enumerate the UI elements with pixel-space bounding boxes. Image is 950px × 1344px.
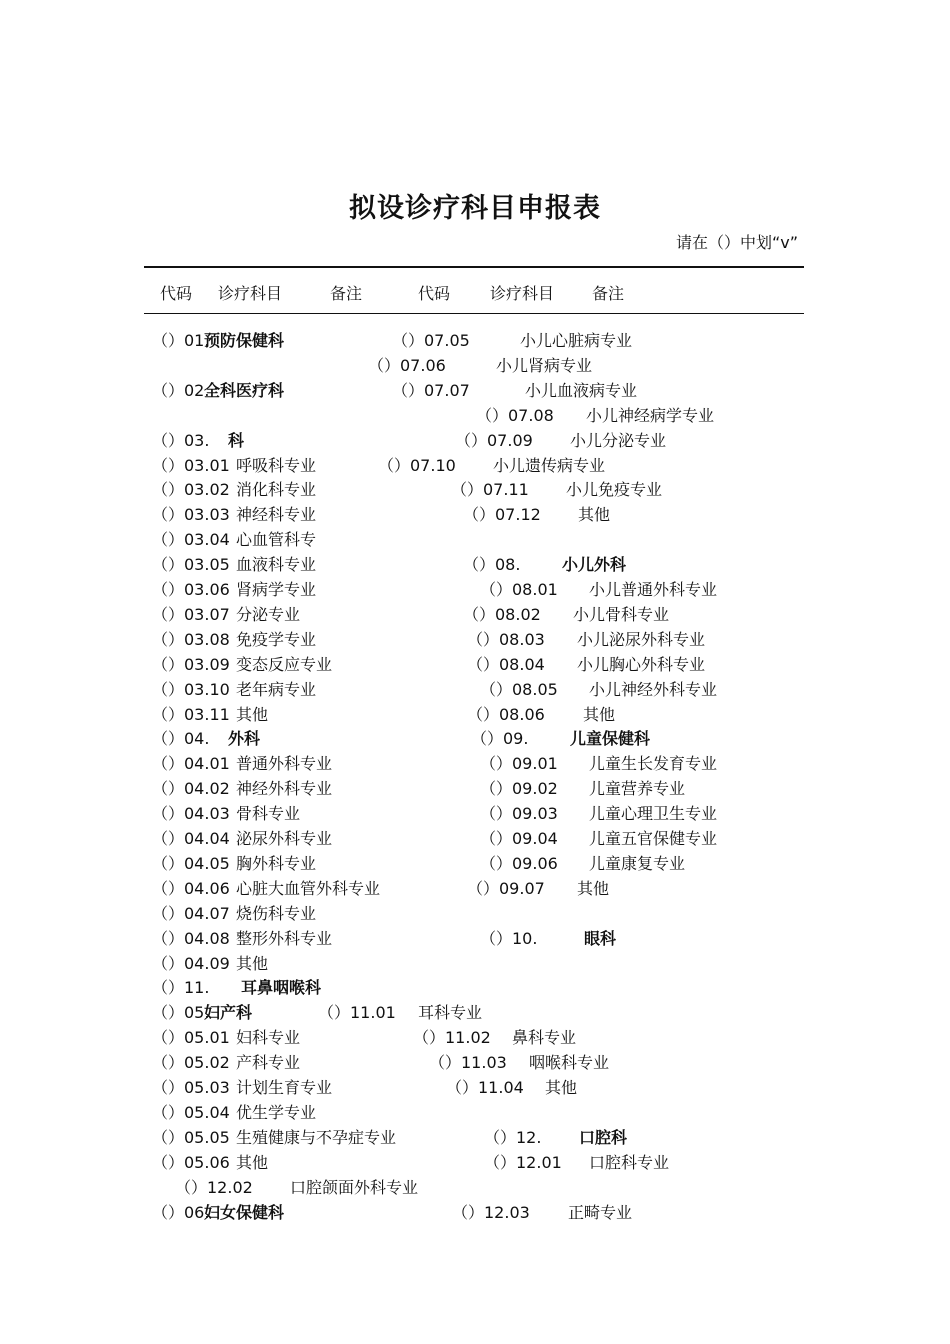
item-subject: 呼吸科专业: [236, 455, 317, 475]
item-subject: 产科专业: [236, 1053, 301, 1073]
item-subject-right: 小儿普通外科专业: [589, 580, 718, 599]
item-code: （）03.06: [152, 580, 230, 599]
list-item: [0, 430, 950, 452]
header-note-1: 备注: [330, 284, 363, 303]
item-subject-right: 小儿肾病专业: [496, 355, 593, 375]
header-subject-1: 诊疗科目: [218, 284, 283, 303]
item-category: 预防保健科: [204, 331, 285, 350]
item-subject: 优生学专业: [236, 1102, 317, 1122]
item-subject-right: 正畸专业: [568, 1202, 633, 1222]
item-category-right: 小儿外科: [562, 555, 627, 575]
item-code: （）05.01: [152, 1028, 230, 1048]
item-code: （）03.08: [152, 629, 230, 649]
item-subject: 心脏大血管外科专业: [236, 878, 381, 898]
item-subject-right: 小儿心脏病专业: [520, 331, 633, 350]
list-item: [0, 803, 950, 825]
item-category: 全科医疗科: [204, 380, 285, 400]
item-subject-right: 小儿神经外科专业: [589, 679, 718, 699]
item-code: （）03.09: [152, 654, 230, 674]
list-item: [0, 654, 950, 676]
item-code-right: （）09.01: [480, 754, 558, 774]
list-item: [0, 554, 950, 576]
item-subject-right: 其他: [545, 1078, 578, 1097]
item-code-right: （）08.05: [480, 679, 558, 699]
item-code-right: （）11.02: [413, 1028, 491, 1048]
item-code: （）04.: [152, 729, 210, 749]
item-subject: 普通外科专业: [236, 754, 333, 774]
item-subject-right: 儿童营养专业: [589, 779, 686, 799]
item-code: （）04.01: [152, 754, 230, 774]
item-subject: 口腔颌面外科专业: [290, 1177, 419, 1197]
item-subject-right: 小儿遗传病专业: [493, 455, 606, 475]
item-code-right: （）07.10: [378, 455, 456, 475]
list-item: [0, 878, 950, 900]
page-title: 拟设诊疗科目申报表: [349, 193, 601, 224]
item-subject: 泌尿外科专业: [236, 829, 333, 848]
item-category-right: 口腔科: [579, 1127, 628, 1147]
item-subject-right: 小儿免疫专业: [566, 480, 663, 500]
item-subject-right: 儿童康复专业: [589, 853, 686, 873]
item-subject: 其他: [236, 704, 269, 724]
item-category: 耳鼻咽喉科: [241, 978, 322, 998]
item-code: （）06.: [152, 1202, 210, 1222]
item-subject-right: 其他: [577, 878, 610, 898]
item-subject: 烧伤科专业: [236, 903, 317, 923]
item-code-right: （）12.: [484, 1127, 542, 1147]
item-code-right: （）12.03: [452, 1202, 530, 1222]
item-subject: 神经外科专业: [236, 779, 333, 799]
item-code: （）03.11: [152, 704, 230, 724]
list-item: [0, 479, 950, 501]
item-code-right: （）07.11: [451, 480, 529, 500]
item-code: （）01.: [152, 331, 210, 350]
item-code-right: （）09.04: [480, 829, 558, 848]
item-code-right: （）09.06: [480, 853, 558, 873]
list-item: [0, 579, 950, 601]
list-item: [0, 679, 950, 701]
list-item: [0, 380, 950, 402]
item-subject-right: 小儿胸心外科专业: [577, 654, 706, 674]
item-subject-right: 小儿分泌专业: [570, 430, 667, 450]
list-item: [0, 529, 950, 551]
item-code-right: （）07.08: [476, 405, 554, 425]
item-code-right: （）09.07: [467, 878, 545, 898]
item-subject: 免疫学专业: [236, 629, 317, 649]
list-item: [0, 330, 950, 352]
item-code: （）05.05: [152, 1127, 230, 1147]
item-code-right: （）09.02: [480, 779, 558, 799]
item-subject: 其他: [236, 1152, 269, 1172]
item-code-right: （）09.: [471, 729, 529, 749]
list-item: [0, 604, 950, 626]
item-subject: 分泌专业: [236, 604, 301, 624]
item-subject: 神经科专业: [236, 505, 317, 525]
item-code: （）03.: [152, 430, 210, 450]
item-category-right: 眼科: [584, 928, 617, 948]
item-code-right: （）08.04: [467, 654, 545, 674]
item-category: 外科: [228, 729, 261, 749]
item-code: （）05.06: [152, 1152, 230, 1172]
item-code-right: （）07.12: [463, 505, 541, 525]
item-subject-right: 小儿血液病专业: [525, 380, 638, 400]
item-code: （）03.03: [152, 505, 230, 525]
item-category-right: 儿童保健科: [570, 729, 651, 749]
list-item: [0, 928, 950, 950]
list-item: [0, 753, 950, 775]
item-code-right: （）10.: [480, 928, 538, 948]
item-subject: 变态反应专业: [236, 654, 333, 674]
list-item: [0, 903, 950, 925]
list-item: [0, 1052, 950, 1074]
header-subject-2: 诊疗科目: [490, 284, 555, 303]
item-code: （）03.04: [152, 530, 230, 550]
item-subject-right: 口腔科专业: [589, 1152, 670, 1172]
item-code: （）02.: [152, 380, 210, 400]
item-code: （）03.05: [152, 555, 230, 575]
list-item: [0, 1027, 950, 1049]
item-code: （）04.05: [152, 853, 230, 873]
item-code: （）11.: [152, 978, 210, 998]
item-subject-right: 其他: [583, 704, 616, 724]
table-top-rule: [144, 266, 804, 268]
table-header-rule: [144, 313, 804, 314]
item-subject-right: 儿童生长发育专业: [589, 754, 718, 774]
item-subject: 血液科专业: [236, 555, 317, 575]
item-subject: 老年病专业: [236, 679, 317, 699]
list-item: [0, 1102, 950, 1124]
header-note-2: 备注: [592, 284, 625, 303]
list-item: [0, 728, 950, 750]
item-code-right: （）11.01: [318, 1003, 396, 1023]
item-subject-right: 小儿骨科专业: [573, 604, 670, 624]
list-item: [0, 1077, 950, 1099]
list-item: [0, 405, 950, 427]
list-item: [0, 778, 950, 800]
item-code-right: （）08.: [463, 555, 521, 575]
item-code: （）04.07: [152, 903, 230, 923]
item-category: 妇产科: [204, 1003, 253, 1023]
item-subject: 妇科专业: [236, 1028, 301, 1048]
item-code: （）12.02: [175, 1177, 253, 1197]
item-code: （）04.06: [152, 878, 230, 898]
header-code-2: 代码: [418, 284, 451, 303]
item-code-right: （）08.03: [467, 629, 545, 649]
item-subject-right: 耳科专业: [418, 1003, 483, 1023]
item-code-right: （）08.06: [467, 704, 545, 724]
item-code-right: （）07.06: [368, 355, 446, 375]
item-code: （）05.02: [152, 1053, 230, 1073]
item-subject: 生殖健康与不孕症专业: [236, 1127, 397, 1147]
list-item: [0, 828, 950, 850]
header-code-1: 代码: [160, 284, 193, 303]
list-item: [0, 455, 950, 477]
item-code-right: （）08.01: [480, 580, 558, 599]
item-code-right: （）12.01: [484, 1152, 562, 1172]
item-subject-right: 咽喉科专业: [529, 1053, 610, 1073]
item-code: （）05.: [152, 1003, 210, 1023]
list-item: [0, 853, 950, 875]
item-subject-right: 儿童心理卫生专业: [589, 804, 718, 824]
item-code: （）05.03: [152, 1078, 230, 1097]
item-subject: 肾病学专业: [236, 580, 317, 599]
list-item: [0, 504, 950, 526]
item-subject: 消化科专业: [236, 480, 317, 500]
item-code: （）04.04: [152, 829, 230, 848]
item-code-right: （）07.09: [455, 430, 533, 450]
item-category: 妇女保健科: [204, 1202, 285, 1222]
item-subject-right: 小儿神经病学专业: [586, 405, 715, 425]
list-item: [0, 355, 950, 377]
list-item: [0, 977, 950, 999]
item-subject: 胸外科专业: [236, 853, 317, 873]
item-code-right: （）07.05: [392, 331, 470, 350]
item-code: （）04.08: [152, 928, 230, 948]
instruction-text: 请在（）中划“ⅴ”: [675, 233, 798, 252]
item-code: （）04.03: [152, 804, 230, 824]
item-code: （）03.10: [152, 679, 230, 699]
item-code-right: （）09.03: [480, 804, 558, 824]
item-subject: 计划生育专业: [236, 1078, 333, 1097]
item-code-right: （）08.02: [463, 604, 541, 624]
item-subject: 骨科专业: [236, 804, 301, 824]
list-item: [0, 1202, 950, 1224]
list-item: [0, 629, 950, 651]
list-item: [0, 704, 950, 726]
list-item: [0, 1002, 950, 1024]
list-item: [0, 953, 950, 975]
item-code: （）03.07: [152, 604, 230, 624]
item-code: （）04.02: [152, 779, 230, 799]
item-subject-right: 小儿泌尿外科专业: [577, 629, 706, 649]
list-item: [0, 1152, 950, 1174]
item-code: （）05.04: [152, 1102, 230, 1122]
item-code-right: （）11.04: [446, 1078, 524, 1097]
item-category: 科: [228, 430, 245, 450]
item-subject: 其他: [236, 953, 269, 973]
item-subject: 心血管科专: [236, 530, 317, 550]
item-code-right: （）11.03: [429, 1053, 507, 1073]
item-code: （）04.09: [152, 953, 230, 973]
item-subject-right: 鼻科专业: [512, 1028, 577, 1048]
item-subject: 整形外科专业: [236, 928, 333, 948]
item-code: （）03.02: [152, 480, 230, 500]
list-item: [0, 1177, 950, 1199]
item-subject-right: 其他: [578, 505, 611, 525]
list-item: [0, 1127, 950, 1149]
item-code: （）03.01: [152, 455, 230, 475]
item-code-right: （）07.07: [392, 380, 470, 400]
item-subject-right: 儿童五官保健专业: [589, 829, 718, 848]
